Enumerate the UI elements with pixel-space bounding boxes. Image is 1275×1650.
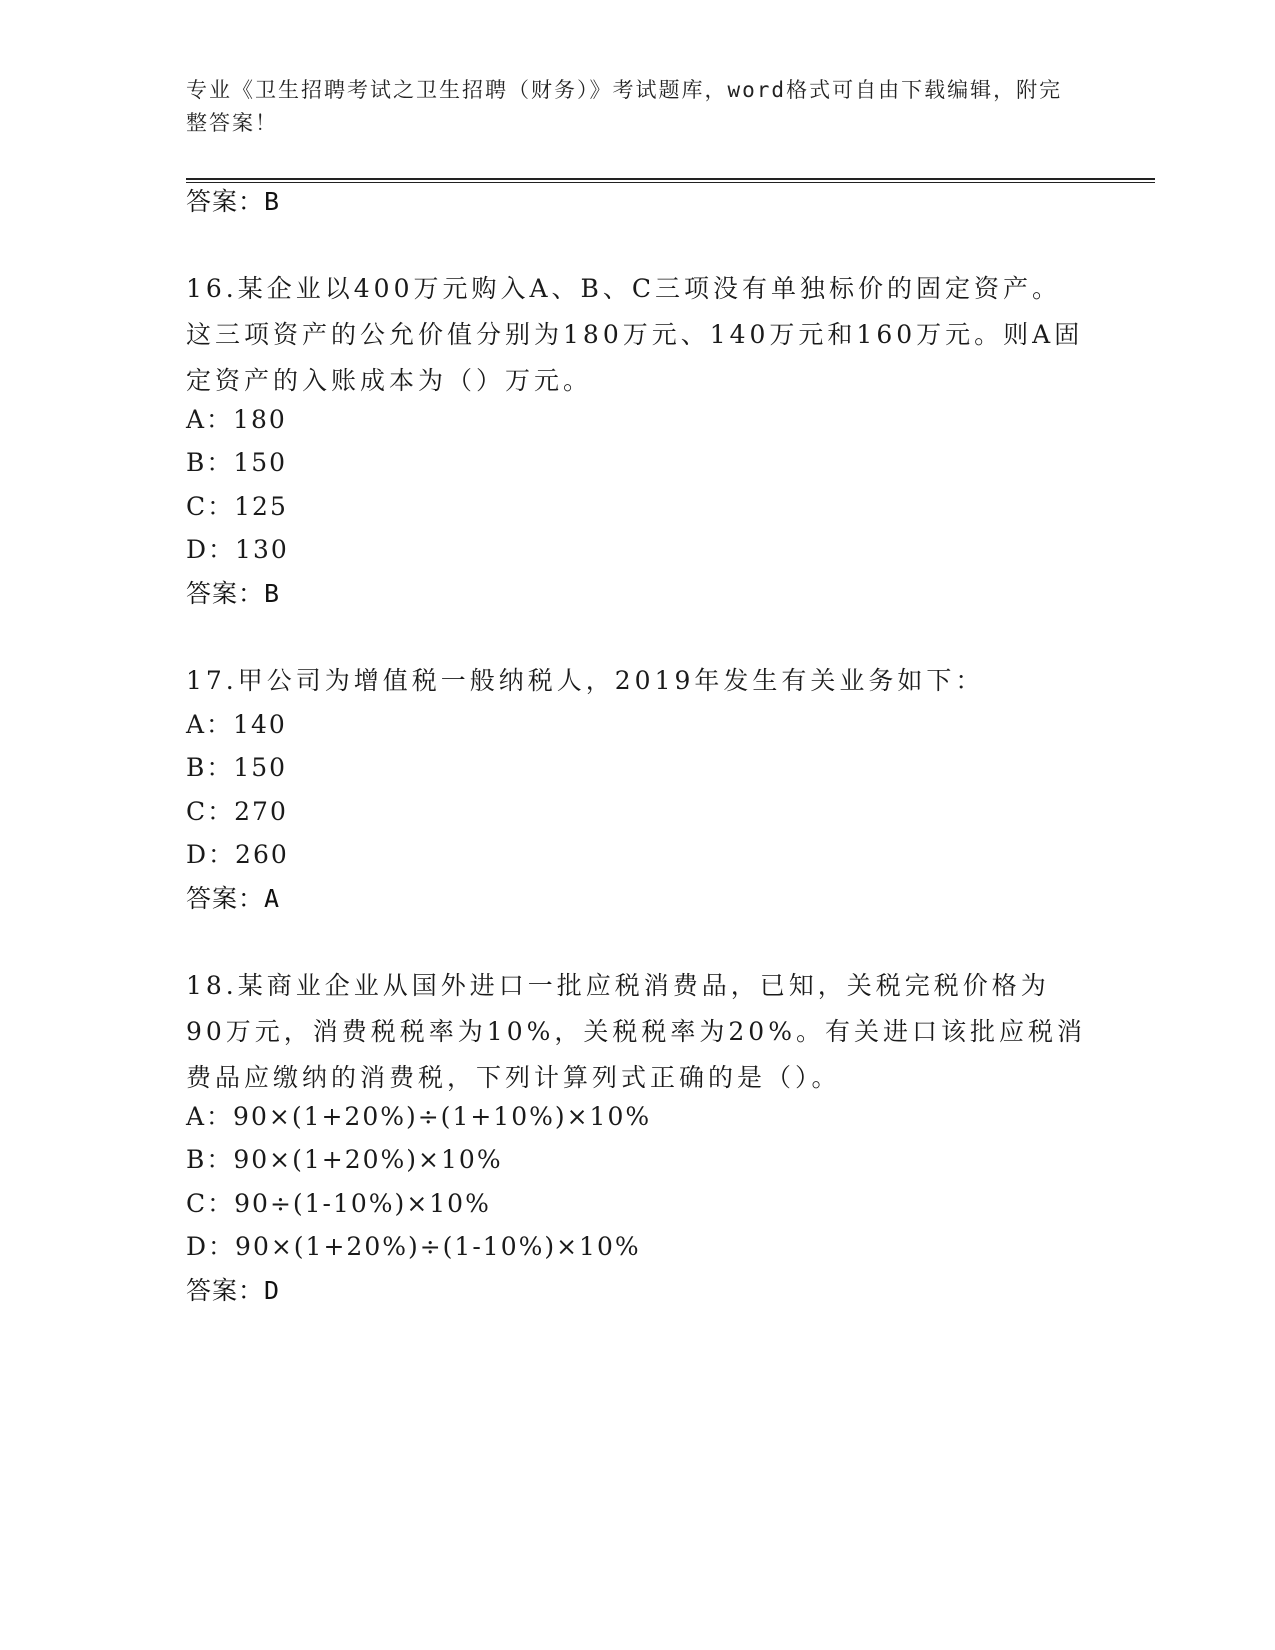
question-17-option-d: D：260 <box>186 840 289 869</box>
question-18: 18.某商业企业从国外进口一批应税消费品，已知，关税完税价格为90万元，消费税税率为10%，关税税率为20%。有关进口该批应税消费品应缴纳的消费税，下列计算列式正确的是（）。 <box>186 971 1086 1092</box>
question-16-option-d: D：130 <box>186 535 289 564</box>
question-17-option-b: B：150 <box>186 753 288 782</box>
question-16-option-c: C：125 <box>186 492 288 521</box>
question-17: 17.甲公司为增值税一般纳税人，2019年发生有关业务如下： <box>186 666 985 695</box>
question-16-option-b: B：150 <box>186 448 288 477</box>
answer-15: 答案：B <box>186 187 281 216</box>
question-18-option-c: C：90÷(1-10%)×10% <box>186 1189 491 1218</box>
question-16-option-a: A：180 <box>186 405 287 434</box>
answer-17: 答案：A <box>186 884 281 913</box>
answer-18: 答案：D <box>186 1276 281 1305</box>
page-header: 专业《卫生招聘考试之卫生招聘（财务）》考试题库，word格式可自由下载编辑，附完整答案！ <box>186 78 1063 135</box>
question-17-option-a: A：140 <box>186 710 287 739</box>
header-divider-thin <box>186 182 1155 183</box>
question-18-option-d: D：90×(1+20%)÷(1-10%)×10% <box>186 1232 641 1261</box>
question-16: 16.某企业以400万元购入A、B、C三项没有单独标价的固定资产。这三项资产的公允价值分别为180万元、140万元和160万元。则A固定资产的入账成本为（）万元。 <box>186 274 1084 395</box>
question-17-option-c: C：270 <box>186 797 288 826</box>
question-18-option-a: A：90×(1+20%)÷(1+10%)×10% <box>186 1102 652 1131</box>
answer-16: 答案：B <box>186 579 281 608</box>
question-18-option-b: B：90×(1+20%)×10% <box>186 1145 503 1174</box>
header-divider <box>186 178 1155 180</box>
